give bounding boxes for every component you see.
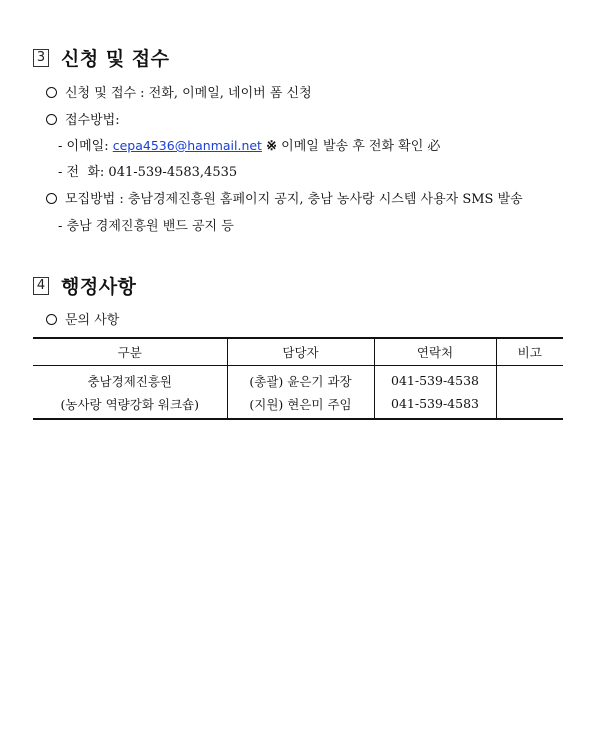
table-cell: 041-539-4583: [374, 392, 496, 419]
method-label: 접수방법:: [65, 113, 120, 128]
table-cell: (총괄) 윤은기 과장: [227, 366, 374, 393]
email-link[interactable]: cepa4536@hanmail.net: [112, 138, 262, 153]
table-header-row: [33, 338, 563, 366]
table-cell: 041-539-4538: [374, 366, 496, 393]
apply-line: [46, 82, 312, 101]
table-cell: (지원) 현은미 주임: [227, 392, 374, 419]
method-line: [46, 109, 120, 128]
section-title: 신청 및 접수: [61, 48, 170, 70]
recruit-line: [46, 188, 523, 207]
column-header: 비고: [496, 338, 563, 366]
circle-bullet-icon: [46, 87, 57, 98]
email-note: 이메일 발송 후 전화 확인: [277, 139, 428, 154]
section-number: 3: [33, 49, 49, 67]
must-mark: 必: [427, 139, 441, 154]
column-header: 연락처: [374, 338, 496, 366]
recruit-sub-line: - 충남 경제진흥원 밴드 공지 등: [58, 219, 234, 234]
column-header: 구분: [33, 338, 227, 366]
section-number: 4: [33, 277, 49, 295]
contact-table: [33, 337, 563, 420]
circle-bullet-icon: [46, 314, 57, 325]
table-cell: [496, 392, 563, 419]
table-cell: 충남경제진흥원: [33, 366, 227, 393]
email-line: [58, 135, 440, 154]
table-row: [33, 392, 563, 419]
table-cell: [496, 366, 563, 393]
reference-mark: ※: [266, 139, 278, 154]
inquiry-line: [46, 309, 119, 328]
inquiry-text: 문의 사항: [65, 313, 120, 328]
section-title: 행정사항: [61, 276, 137, 298]
table-cell: (농사랑 역량강화 워크숍): [33, 392, 227, 419]
circle-bullet-icon: [46, 193, 57, 204]
column-header: 담당자: [227, 338, 374, 366]
circle-bullet-icon: [46, 114, 57, 125]
section-3-heading: [33, 44, 170, 71]
phone-line: - 전 화: 041-539-4583,4535: [58, 165, 238, 180]
email-prefix: - 이메일:: [58, 139, 113, 154]
recruit-text: 모집방법 : 충남경제진흥원 홈페이지 공지, 충남 농사랑 시스템 사용자 SMS 발송: [65, 192, 523, 207]
section-4-heading: [33, 272, 136, 299]
table-row: [33, 366, 563, 393]
apply-text: 신청 및 접수 : 전화, 이메일, 네이버 폼 신청: [65, 86, 312, 101]
